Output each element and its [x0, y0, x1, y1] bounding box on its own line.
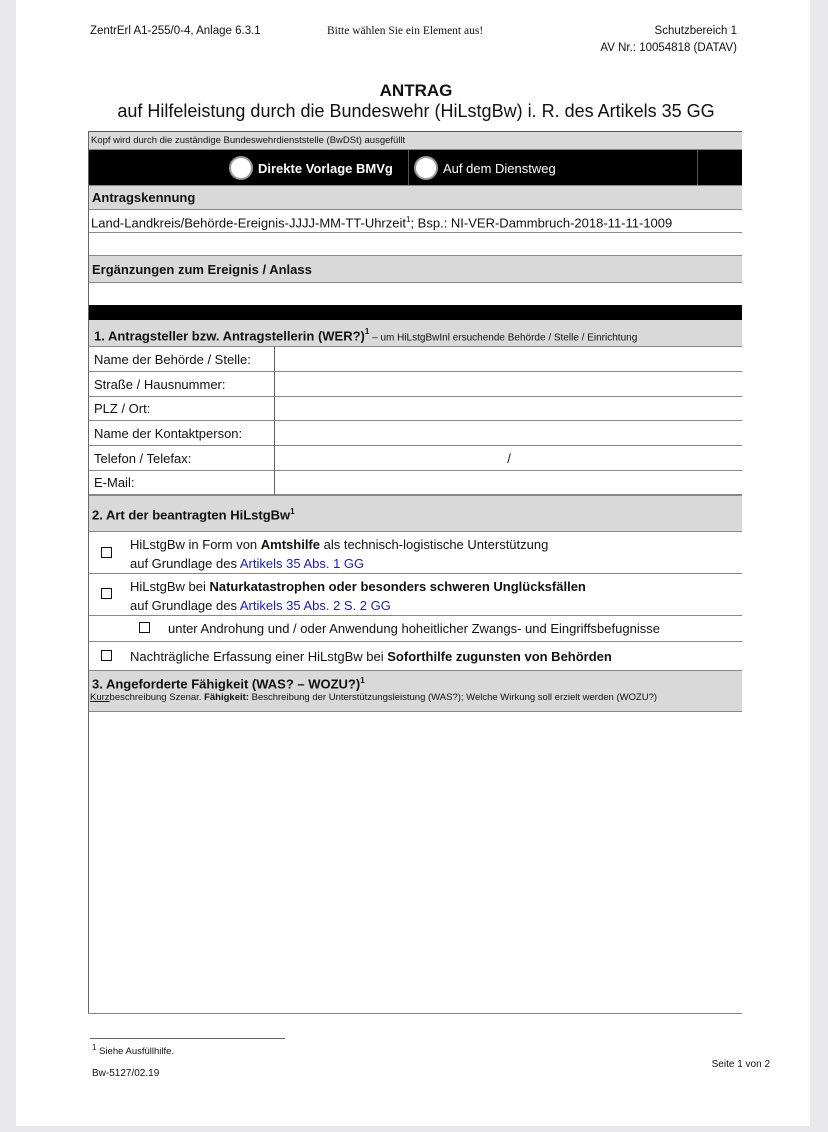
field-input[interactable]	[276, 422, 742, 445]
field-label: Straße / Hausnummer:	[94, 377, 226, 392]
link-art35-abs1[interactable]: Artikels 35 Abs. 1 GG	[239, 556, 365, 571]
section3-textarea[interactable]	[89, 713, 742, 1013]
section3-title: 3. Angeforderte Fähigkeit (WAS? – WOZU?)$^1$	[92, 676, 365, 692]
antragskennung-format: Land-Landkreis/Behörde-Ereignis-JJJJ-MM-TT-Uhrzeit$^1$; Bsp.: NI-VER-Dammbruch-2018-11-11-1009	[91, 215, 673, 231]
header-placeholder-dropdown[interactable]: Bitte wählen Sie ein Element aus!	[327, 25, 484, 37]
field-input[interactable]	[276, 397, 742, 420]
field-input[interactable]	[276, 373, 742, 396]
option-dienstweg: Auf dem Dienstweg	[443, 161, 556, 176]
link-art35-abs2[interactable]: Artikels 35 Abs. 2 S. 2 GG	[239, 598, 391, 613]
checkbox-naturkatastrophen[interactable]	[101, 588, 112, 599]
ergaenzungen-title: Ergänzungen zum Ereignis / Anlass	[92, 262, 312, 277]
field-input[interactable]: /	[507, 451, 511, 466]
field-input[interactable]	[276, 471, 742, 494]
option-zwangsbefugnisse: unter Androhung und / oder Anwendung hoheitlicher Zwangs- und Eingriffsbefugnisse	[168, 621, 660, 636]
section1-title: 1. Antragsteller bzw. Antragstellerin (WER?)$^1$ – um HiLstgBwInl ersuchende Behörde / Stelle / Einrichtung	[94, 327, 638, 344]
radio-dienstweg[interactable]	[414, 156, 438, 180]
title-main: ANTRAG	[379, 81, 453, 100]
antragskennung-title: Antragskennung	[92, 190, 196, 205]
checkbox-soforthilfe[interactable]	[101, 650, 112, 661]
header-schutzbereich: Schutzbereich 1	[654, 25, 737, 37]
field-label: Name der Behörde / Stelle:	[94, 352, 251, 367]
option-naturkatastrophen-basis: auf Grundlage des Artikels 35 Abs. 2 S. 2 GG	[130, 598, 391, 613]
option-naturkatastrophen: HiLstgBw bei Naturkatastrophen oder besonders schweren Unglücksfällen	[130, 579, 586, 594]
header-reference: ZentrErl A1-255/0-4, Anlage 6.3.1	[90, 25, 261, 37]
checkbox-zwangsbefugnisse[interactable]	[139, 622, 150, 633]
field-label: PLZ / Ort:	[94, 401, 151, 416]
field-input[interactable]	[276, 348, 742, 371]
option-direkte-vorlage: Direkte Vorlage BMVg	[258, 161, 393, 176]
form-id: Bw-5127/02.19	[92, 1068, 160, 1079]
option-amtshilfe-basis: auf Grundlage des Artikels 35 Abs. 1 GG	[130, 556, 365, 571]
header-av-nr: AV Nr.: 10054818 (DATAV)	[600, 42, 737, 54]
title-sub: auf Hilfeleistung durch die Bundeswehr (HiLstgBw) i. R. des Artikels 35 GG	[117, 101, 715, 121]
option-amtshilfe: HiLstgBw in Form von Amtshilfe als technisch-logistische Unterstützung	[130, 537, 549, 552]
checkbox-amtshilfe[interactable]	[101, 547, 112, 558]
footnote: $^1$ Siehe Ausfüllhilfe.	[92, 1043, 175, 1058]
section2-title: 2. Art der beantragten HiLstgBw$^1$	[92, 507, 295, 523]
option-soforthilfe: Nachträgliche Erfassung einer HiLstgBw bei Soforthilfe zugunsten von Behörden	[130, 649, 612, 664]
kopf-note: Kopf wird durch die zuständige Bundeswehrdienststelle (BwDSt) ausgefüllt	[91, 135, 406, 146]
field-label: E-Mail:	[94, 475, 135, 490]
field-label: Telefon / Telefax:	[94, 451, 192, 466]
page-number: Seite 1 von 2	[711, 1059, 770, 1070]
field-label: Name der Kontaktperson:	[94, 426, 243, 441]
section3-description: Kurzbeschreibung Szenar. Fähigkeit: Beschreibung der Unterstützungsleistung (WAS?); Welche Wirkung soll erzielt werden (WOZU?)	[90, 692, 658, 703]
radio-direkte-vorlage[interactable]	[229, 156, 253, 180]
